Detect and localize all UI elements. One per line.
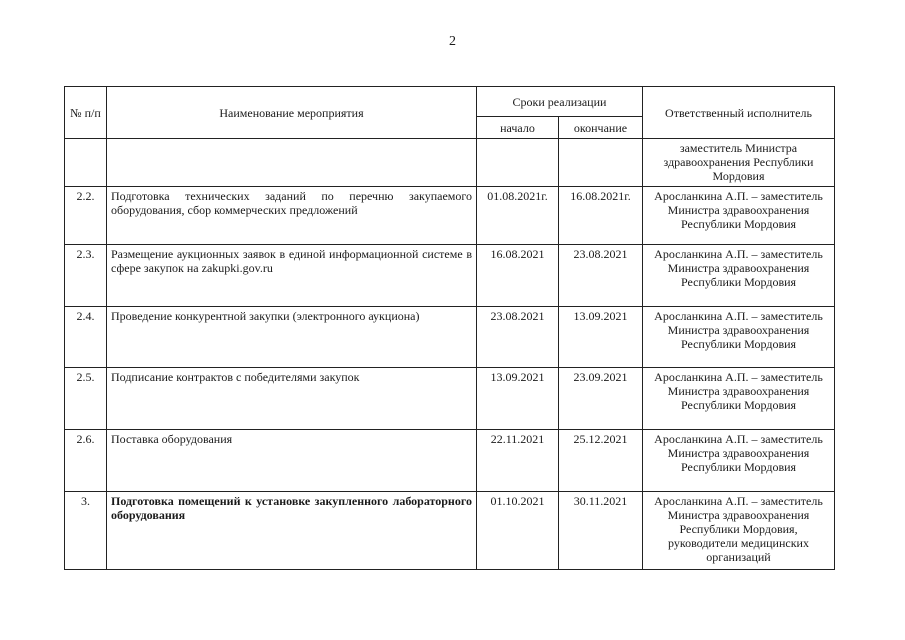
row-activity-name: Проведение конкурентной закупки (электронного аукциона): [107, 306, 477, 368]
table-body: [65, 139, 835, 570]
row-number: 2.5.: [65, 368, 107, 430]
row-responsible: Аросланкина А.П. – заместитель Министра здравоохранения Республики Мордовия: [643, 187, 835, 245]
page-number: 2: [449, 34, 456, 49]
header-responsible: Ответственный исполнитель: [643, 87, 835, 139]
row-responsible: Аросланкина А.П. – заместитель Министра здравоохранения Республики Мордовия: [643, 244, 835, 306]
row-start-date: 23.08.2021: [477, 306, 559, 368]
row-activity-name: [107, 139, 477, 187]
row-end-date: 23.08.2021: [559, 244, 643, 306]
row-start-date: 22.11.2021: [477, 430, 559, 492]
header-num: № п/п: [65, 87, 107, 139]
row-responsible: Аросланкина А.П. – заместитель Министра здравоохранения Республики Мордовия: [643, 368, 835, 430]
row-end-date: [559, 139, 643, 187]
row-activity-name: Размещение аукционных заявок в единой информационной системе в сфере закупок на zakupki.gov.ru: [107, 244, 477, 306]
row-end-date: 25.12.2021: [559, 430, 643, 492]
row-number: 2.2.: [65, 187, 107, 245]
table-row: [65, 430, 835, 492]
table-row: [65, 187, 835, 245]
row-activity-name: Подписание контрактов с победителями закупок: [107, 368, 477, 430]
row-responsible: Аросланкина А.П. – заместитель Министра здравоохранения Республики Мордовия, руководители медицинских организаций: [643, 491, 835, 569]
header-end: окончание: [559, 117, 643, 139]
row-number: [65, 139, 107, 187]
row-responsible: Аросланкина А.П. – заместитель Министра здравоохранения Республики Мордовия: [643, 430, 835, 492]
header-name: Наименование мероприятия: [107, 87, 477, 139]
row-activity-name: Подготовка помещений к установке закупленного лабораторного оборудования: [107, 491, 477, 569]
row-end-date: 30.11.2021: [559, 491, 643, 569]
row-responsible: заместитель Министра здравоохранения Республики Мордовия: [643, 139, 835, 187]
header-terms: Сроки реализации: [477, 87, 643, 117]
table-row: [65, 491, 835, 569]
row-start-date: 13.09.2021: [477, 368, 559, 430]
row-end-date: 16.08.2021г.: [559, 187, 643, 245]
table-row: [65, 139, 835, 187]
row-number: 2.4.: [65, 306, 107, 368]
row-start-date: 01.10.2021: [477, 491, 559, 569]
schedule-table: [64, 86, 835, 570]
table-row: [65, 368, 835, 430]
row-end-date: 13.09.2021: [559, 306, 643, 368]
table-row: [65, 244, 835, 306]
row-number: 3.: [65, 491, 107, 569]
row-activity-name: Поставка оборудования: [107, 430, 477, 492]
row-start-date: 01.08.2021г.: [477, 187, 559, 245]
row-number: 2.6.: [65, 430, 107, 492]
row-start-date: [477, 139, 559, 187]
row-start-date: 16.08.2021: [477, 244, 559, 306]
table-row: [65, 306, 835, 368]
row-end-date: 23.09.2021: [559, 368, 643, 430]
header-start: начало: [477, 117, 559, 139]
row-responsible: Аросланкина А.П. – заместитель Министра здравоохранения Республики Мордовия: [643, 306, 835, 368]
row-number: 2.3.: [65, 244, 107, 306]
row-activity-name: Подготовка технических заданий по перечню закупаемого оборудования, сбор коммерческих предложений: [107, 187, 477, 245]
